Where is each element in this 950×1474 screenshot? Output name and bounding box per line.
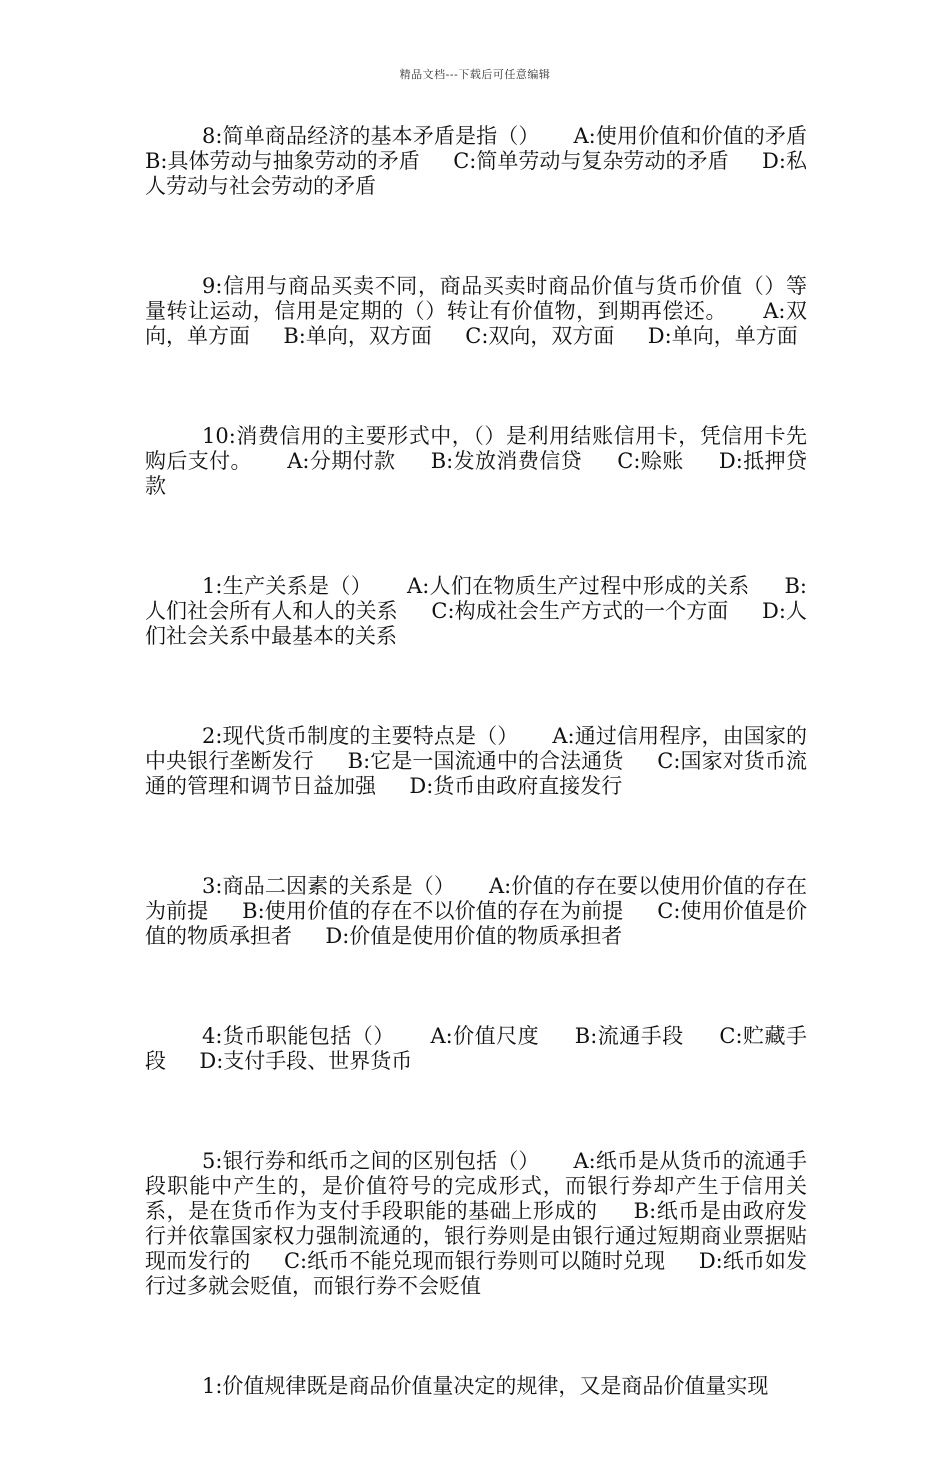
question-item: 3:商品二因素的关系是（） A:价值的存在要以使用价值的存在为前提 B:使用价值的存在不以价值的存在为前提 C:使用价值是价值的物质承担者 D:价值是使用价值的物质承担者 [145,874,807,948]
question-item: 1:生产关系是（） A:人们在物质生产过程中形成的关系 B:人们社会所有人和人的关系 C:构成社会生产方式的一个方面 D:人们社会关系中最基本的关系 [145,574,807,648]
question-item: 8:简单商品经济的基本矛盾是指（） A:使用价值和价值的矛盾 B:具体劳动与抽象劳动的矛盾 C:简单劳动与复杂劳动的矛盾 D:私人劳动与社会劳动的矛盾 [145,124,841,198]
question-item: 5:银行券和纸币之间的区别包括（） A:纸币是从货币的流通手段职能中产生的，是价值符号的完成形式，而银行券却产生于信用关系，是在货币作为支付手段职能的基础上形成的 B:纸币是由政府发行并依靠国家权力强制流通的，银行券则是由银行通过短期商业票据贴现而发行的 C:纸币不能兑现而银行券则可以随时兑现 D:纸币如发行过多就会贬值，而银行券不会贬值 [145,1149,807,1298]
question-item: 1:价值规律既是商品价值量决定的规律，又是商品价值量实现 [202,1374,769,1398]
question-item: 10:消费信用的主要形式中，（）是利用结账信用卡，凭信用卡先购后支付。 A:分期付款 B:发放消费信贷 C:赊账 D:抵押贷款 [145,424,807,498]
question-item: 4:货币职能包括（） A:价值尺度 B:流通手段 C:贮藏手段 D:支付手段、世界货币 [145,1024,807,1073]
question-item: 9:信用与商品买卖不同，商品买卖时商品价值与货币价值（）等量转让运动，信用是定期的（）转让有价值物，到期再偿还。 A:双向，单方面 B:单向，双方面 C:双向，双方面 D:单向，单方面 [145,274,807,348]
page-header: 精品文档---下载后可任意编辑 [399,68,551,81]
document-body [145,124,841,1474]
question-item: 2:现代货币制度的主要特点是（） A:通过信用程序，由国家的中央银行垄断发行 B:它是一国流通中的合法通货 C:国家对货币流通的管理和调节日益加强 D:货币由政府直接发行 [145,724,807,798]
